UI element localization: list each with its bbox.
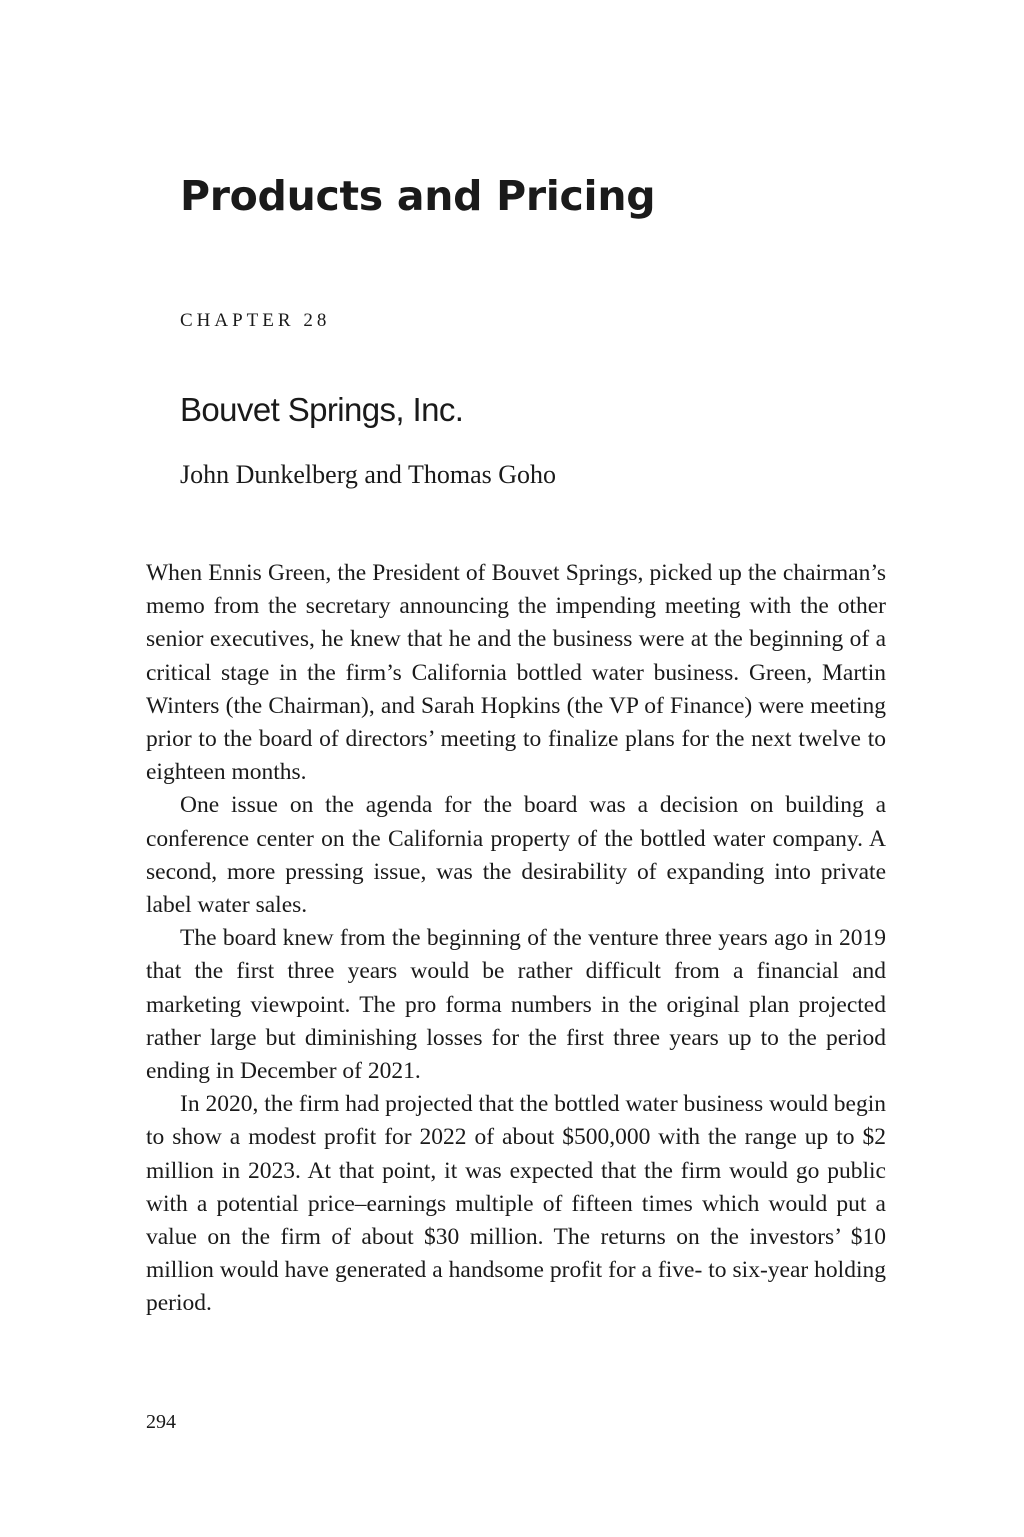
body-paragraph: When Ennis Green, the President of Bouvet Springs, picked up the chairman’s memo from the secretary announcing the impending meeting with the other senior executives, he knew that he and the business were at the beginning of a critical stage in the firm’s California bottled water business. Green, Martin Winters (the Chairman), and Sarah Hopkins (the VP of Finance) were meeting prior to the board of directors’ meeting to finalize plans for the next twelve to eighteen months. — [146, 560, 886, 786]
body-paragraph: One issue on the agenda for the board was a decision on building a conference center on the California property of the bottled water company. A second, more pressing issue, was the desirability of expanding into private label water sales. — [146, 792, 886, 919]
chapter-title: Bouvet Springs, Inc. — [180, 391, 464, 428]
part-title: Products and Pricing — [180, 172, 656, 220]
body-paragraph: In 2020, the firm had projected that the bottled water business would begin to show a modest profit for 2022 of about $500,000 with the range up to $2 million in 2023. At that point, it was expected that the firm would go public with a potential price–earnings multiple of fifteen times which would put a value on the firm of about $30 million. The returns on the investors’ $10 million would have generated a handsome profit for a five- to six-year holding period. — [146, 1091, 886, 1317]
chapter-label: CHAPTER 28 — [180, 310, 331, 331]
chapter-authors: John Dunkelberg and Thomas Goho — [180, 460, 556, 489]
body-text — [146, 557, 886, 1321]
body-paragraph: The board knew from the beginning of the venture three years ago in 2019 that the first three years would be rather difficult from a financial and marketing viewpoint. The pro forma numbers in the original plan projected rather large but diminishing losses for the first three years up to the period ending in December of 2021. — [146, 925, 886, 1085]
page-number: 294 — [146, 1411, 176, 1433]
